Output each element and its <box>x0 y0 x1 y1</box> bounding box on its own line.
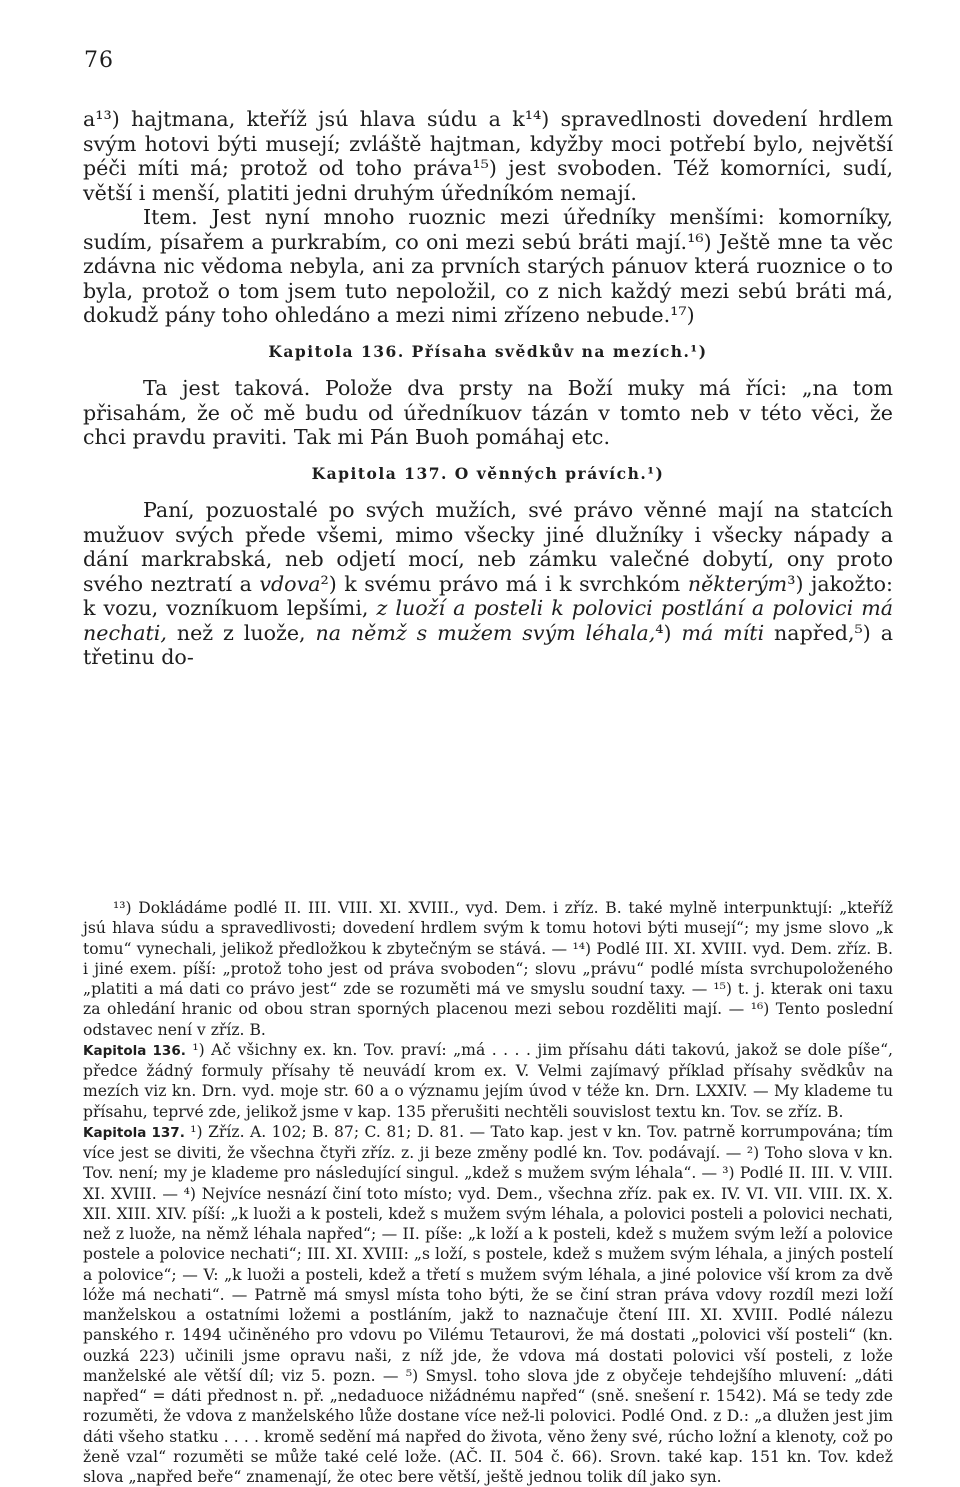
footnote-137-text: ¹) Zříz. A. 102; B. 87; C. 81; D. 81. — Tato kap. jest v kn. Tov. patrně korrumpována; tím více jest se diviti, že všechna čtyři zříz. z. ji beze změny podlé kn. Tov. podávají. — ²) Toho slova v kn. Tov. není; my je klademe pro následující singul. „kdež s mužem svým léhala“. — ³) Podlé II. III. V. VIII. XI. XVIII. — ⁴) Nejvíce nesnází činí toto místo; vyd. Dem., všechna zříz. pak ex. IV. VI. VII. VIII. IX. X. XII. XIII. XIV. píší: „k luoži a k posteli, kdež s mužem svým léhala, a polovici posteli a polovici nechati, než z luože, na němž léhala napřed“; — II. píše: „k loží a k posteli, kdež s mužem svým leží a polovice postele a polovice nechati“; III. XI. XVIII: „s loží, s postele, kdež s mužem svým léhala, a jiných postelí a polovice“; — V: „k luoži a posteli, kdež a třetí s mužem svým léhala, a jiné polovice vší krom za dvě lóže má nechati“. — Patrně má smysl místa toho býti, že se činí stran práva vdovy rozdíl mezi loží manželskou a ostatními ložemi a postláním, jakž to naznačuje čtení III. XI. XVIII. Podlé nálezu panského r. 1494 učiněného pro vdovu po Vilému Tetaurovi, že má dostati „polovici vší posteli“ (kn. ouzká 223) učinili jsme opravu naši, z níž jde, že vdova má dostati polovici vší posteli, z lože manželské ale větší díl; viz 5. pozn. — ⁵) Smysl. toho slova jde z obyčeje tehdejšího mluvení: „dáti napřed“ = dáti přednost n. př. „nedaduoce nižádnému napřed“ (sně. snešení r. 1542). Má se tedy zde rozuměti, že vdova z manželského lůže dostane více než-li polovici. Podlé Ond. z D.: „a dlužen jest jim dáti všeho statku . . . . kromě sedění má napřed do života, věno ženy své, rúcho ložní a klenoty, což po ženě vzal“ rozuměti se může také celé lože. (AČ. II. 504 č. 66). Srovn. také kap. 151 kn. Tov. kdež slova „napřed beře“ znamenají, že otec bere větší, ještě jednou tolik díl jako syn. <box>83 1122 893 1486</box>
footnotes <box>83 898 893 1487</box>
para4-part-e: ⁴) <box>655 620 682 645</box>
para4-vdova: vdova <box>259 571 321 596</box>
para4-italic-3: má míti <box>681 620 765 645</box>
chapter-136-heading: Kapitola 136. Přísaha svědkův na mezích.¹) <box>268 341 708 361</box>
para4-nekterym: některým <box>687 571 788 596</box>
para4-part-c: ³) jakožto: k vozu, vozníkuom lepšími, <box>83 571 893 620</box>
page-number: 76 <box>84 48 114 73</box>
para4-part-a: Paní, pozuostalé po svých mužích, své právo věnné mají na statcích mužuov svých přede všemi, mimo všecky jiné dlužníky i všecky nápady a dání markrabská, neb odjetí mocí, neb zámku valečné dobytí, ony proto svého neztratí a <box>83 498 893 596</box>
paragraph-4 <box>83 498 893 670</box>
para4-italic-2: na němž s mužem svým léhala, <box>315 620 656 645</box>
chapter-137-heading: Kapitola 137. O věnných právích.¹) <box>311 463 665 483</box>
footnote-block-137 <box>83 1122 893 1487</box>
footnote-136-label: Kapitola 136. <box>83 1042 186 1059</box>
footnote-block-136 <box>83 1040 893 1122</box>
footnote-block-1: ¹³) Dokládáme podlé II. III. VIII. XI. XVIII., vyd. Dem. i zříz. B. také mylně interpunktují: „kteříž jsú hlava súdu a spravedlivosti; dovedení hrdlem svým k tomu hotovi býti musejí“; my jsme slovo „k tomu“ vynechali, jelikož předložkou k zbytečným se stává. — ¹⁴) Podlé III. XI. XVIII. vyd. Dem. zříz. B. i jiné exem. píší: „protož toho jest od práva svoboden“; slovu „právu“ podlé místa svrchupoloženého „platiti a má dati co právo jest“ zde se rozuměti má ve smyslu soudní taxy. — ¹⁵) t. j. kterak oni taxu za ohledání hranic od obou stran sporných placenou mezi sebou rozděliti mají. — ¹⁶) Tento poslední odstavec není v zříz. B. <box>83 899 893 1039</box>
paragraph-2: Item. Jest nyní mnoho ruoznic mezi úředníky menšími: komorníky, sudím, písařem a purkrabím, co oni mezi sebú bráti mají.¹⁶) Ještě mne ta věc zdávna nic vědoma nebyla, ani za prvních starých pánuov která ruoznice o to byla, protož o tom jsem tuto nepoložil, co z nich každý mezi sebú bráti má, dokudž pány toho ohledáno a mezi nimi zřízeno nebude.¹⁷) <box>83 205 893 327</box>
paragraph-3: Ta jest taková. Polože dva prsty na Boží muky má říci: „na tom přisahám, že oč mě budu od úředníkuov tázán v tomto neb v této věci, že chci pravdu praviti. Tak mi Pán Buoh pomáhaj etc. <box>83 376 893 449</box>
main-text <box>83 107 893 670</box>
para4-italic-1: z luoží a posteli k polovici postlání a polovici má nechati, <box>83 596 894 645</box>
footnote-136-text: ¹) Ač všichny ex. kn. Tov. praví: „má . . . . jim přísahu dáti takovú, jakož se dole píše“, předce žádný formuly přísahy tě neuvádí krom ex. V. Velmi zajímavý příklad přísahy svědkův na mezích viz kn. Drn. vyd. moje str. 60 a o významu jejím úvod v téže kn. Drn. LXXIV. — My klademe tu přísahu, teprvé zde, jelikož jsme v kap. 135 přerušiti nechtěli souvislost textu kn. Tov. se zříz. B. <box>83 1040 893 1121</box>
paragraph-1: a¹³) hajtmana, kteříž jsú hlava súdu a k¹⁴) spravedlnosti dovedení hrdlem svým hotovi býti musejí; zvláště hajtman, kdyžby moci potřebí bylo, největší péči míti má; protož od toho práva¹⁵) jest svoboden. Též komorníci, sudí, větší i menší, platiti jedni druhým úředníkóm nemají. <box>83 107 893 205</box>
footnote-137-label: Kapitola 137. <box>83 1124 185 1141</box>
para4-part-f: napřed,⁵) a třetinu do- <box>83 620 893 669</box>
para4-part-d: než z luože, <box>166 620 316 645</box>
para4-part-b: ²) k svému právo má i k svrchkóm <box>320 571 688 596</box>
